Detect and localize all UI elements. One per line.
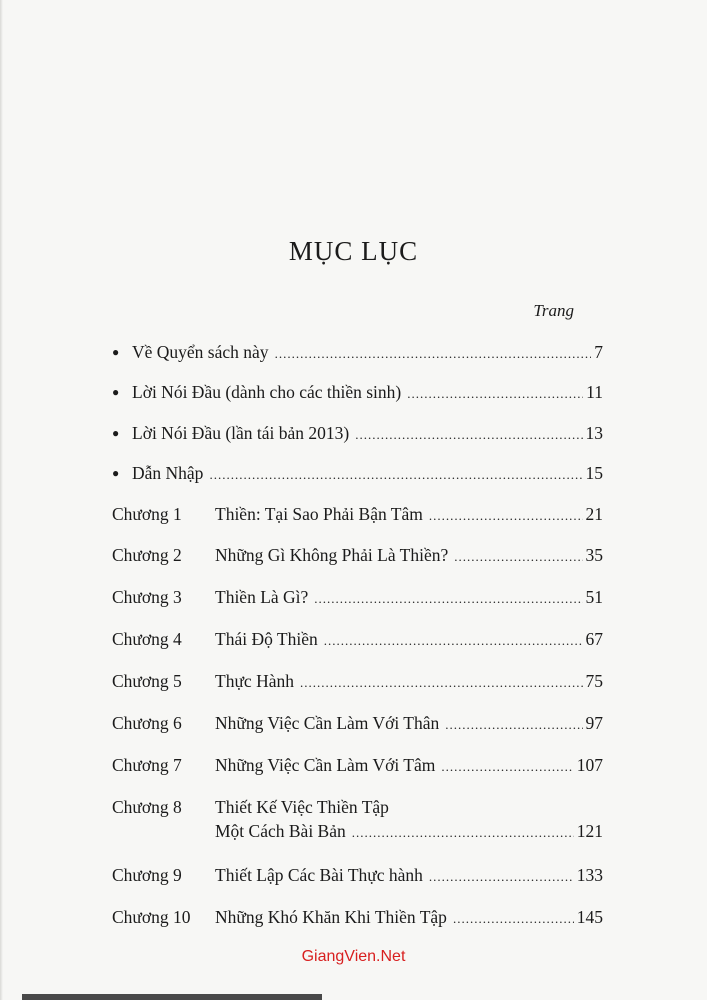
toc-title: MỤC LỤC — [288, 236, 419, 266]
entry-title: Thực Hành — [215, 671, 294, 691]
entry-title: Những Việc Cần Làm Với Thân — [215, 713, 440, 733]
chapter-number: Chương 4 — [112, 629, 182, 649]
page-left-edge — [0, 0, 3, 1000]
page-column-header: Trang — [533, 301, 574, 320]
leader-dots — [454, 549, 582, 565]
toc-bullet-entry — [112, 423, 603, 447]
leader-dots — [300, 675, 583, 691]
leader-dots — [429, 508, 583, 524]
entry-title: Thiết Lập Các Bài Thực hành — [215, 865, 423, 885]
entry-title: Lời Nói Đầu (lần tái bản 2013) — [132, 423, 350, 443]
leader-dots — [314, 591, 582, 607]
toc-bullet-entry — [112, 463, 603, 487]
entry-page-number: 35 — [585, 545, 603, 565]
chapter-number: Chương 10 — [112, 907, 191, 927]
entry-title: Lời Nói Đầu (dành cho các thiền sinh) — [132, 382, 402, 402]
entry-page-number: 21 — [585, 504, 603, 524]
entry-title: Thái Độ Thiền — [215, 629, 318, 649]
entry-page-number: 15 — [585, 463, 603, 483]
entry-title: Về Quyển sách này — [132, 342, 269, 362]
leader-dots — [429, 869, 574, 885]
bullet-icon: ● — [112, 385, 120, 399]
entry-title: Thiền Là Gì? — [215, 587, 309, 607]
chapter-number: Chương 8 — [112, 797, 182, 817]
leader-dots — [445, 717, 582, 733]
toc-chapter-entry — [112, 504, 603, 528]
leader-dots — [324, 633, 583, 649]
leader-dots — [453, 911, 574, 927]
toc-chapter-entry — [112, 629, 603, 653]
bullet-icon: ● — [112, 466, 120, 480]
toc-bullet-entry — [112, 342, 603, 366]
chapter-number: Chương 2 — [112, 545, 182, 565]
entry-title: Dẫn Nhập — [132, 463, 204, 483]
toc-chapter-entry — [112, 671, 603, 695]
entry-page-number: 133 — [576, 865, 603, 885]
chapter-number: Chương 7 — [112, 755, 182, 775]
chapter-number: Chương 6 — [112, 713, 182, 733]
bullet-icon: ● — [112, 426, 120, 440]
entry-page-number: 51 — [585, 587, 603, 607]
toc-chapter-entry — [112, 755, 603, 779]
entry-title: Thiền: Tại Sao Phải Bận Tâm — [215, 504, 423, 524]
bullet-icon: ● — [112, 345, 120, 359]
leader-dots — [209, 467, 582, 483]
leader-dots — [352, 825, 574, 841]
toc-chapter-entry — [112, 545, 603, 569]
toc-chapter-entry-first-line — [112, 797, 603, 821]
entry-page-number: 7 — [594, 342, 603, 362]
toc-bullet-entry — [112, 382, 603, 406]
toc-chapter-entry — [112, 587, 603, 611]
entry-page-number: 11 — [586, 382, 603, 402]
entry-title-line1: Thiết Kế Việc Thiền Tập — [215, 797, 389, 817]
entry-page-number: 67 — [585, 629, 603, 649]
page-bottom-edge — [22, 994, 322, 1000]
leader-dots — [275, 346, 592, 362]
entry-page-number: 13 — [585, 423, 603, 443]
chapter-number: Chương 3 — [112, 587, 182, 607]
leader-dots — [407, 386, 583, 402]
entry-title: Những Khó Khăn Khi Thiền Tập — [215, 907, 447, 927]
entry-title: Những Việc Cần Làm Với Tâm — [215, 755, 436, 775]
chapter-number: Chương 5 — [112, 671, 182, 691]
toc-chapter-entry — [112, 713, 603, 737]
entry-page-number: 97 — [585, 713, 603, 733]
chapter-number: Chương 1 — [112, 504, 182, 524]
entry-page-number: 75 — [585, 671, 603, 691]
toc-chapter-entry — [112, 907, 603, 931]
entry-page-number: 145 — [576, 907, 603, 927]
site-watermark: GiangVien.Net — [301, 948, 406, 965]
entry-page-number: 121 — [576, 821, 603, 841]
toc-chapter-entry — [112, 865, 603, 889]
chapter-number: Chương 9 — [112, 865, 182, 885]
toc-chapter-entry-second-line — [112, 821, 603, 845]
leader-dots — [441, 759, 573, 775]
entry-page-number: 107 — [576, 755, 603, 775]
leader-dots — [355, 427, 582, 443]
entry-title: Những Gì Không Phải Là Thiền? — [215, 545, 449, 565]
entry-title: Một Cách Bài Bản — [215, 821, 346, 841]
